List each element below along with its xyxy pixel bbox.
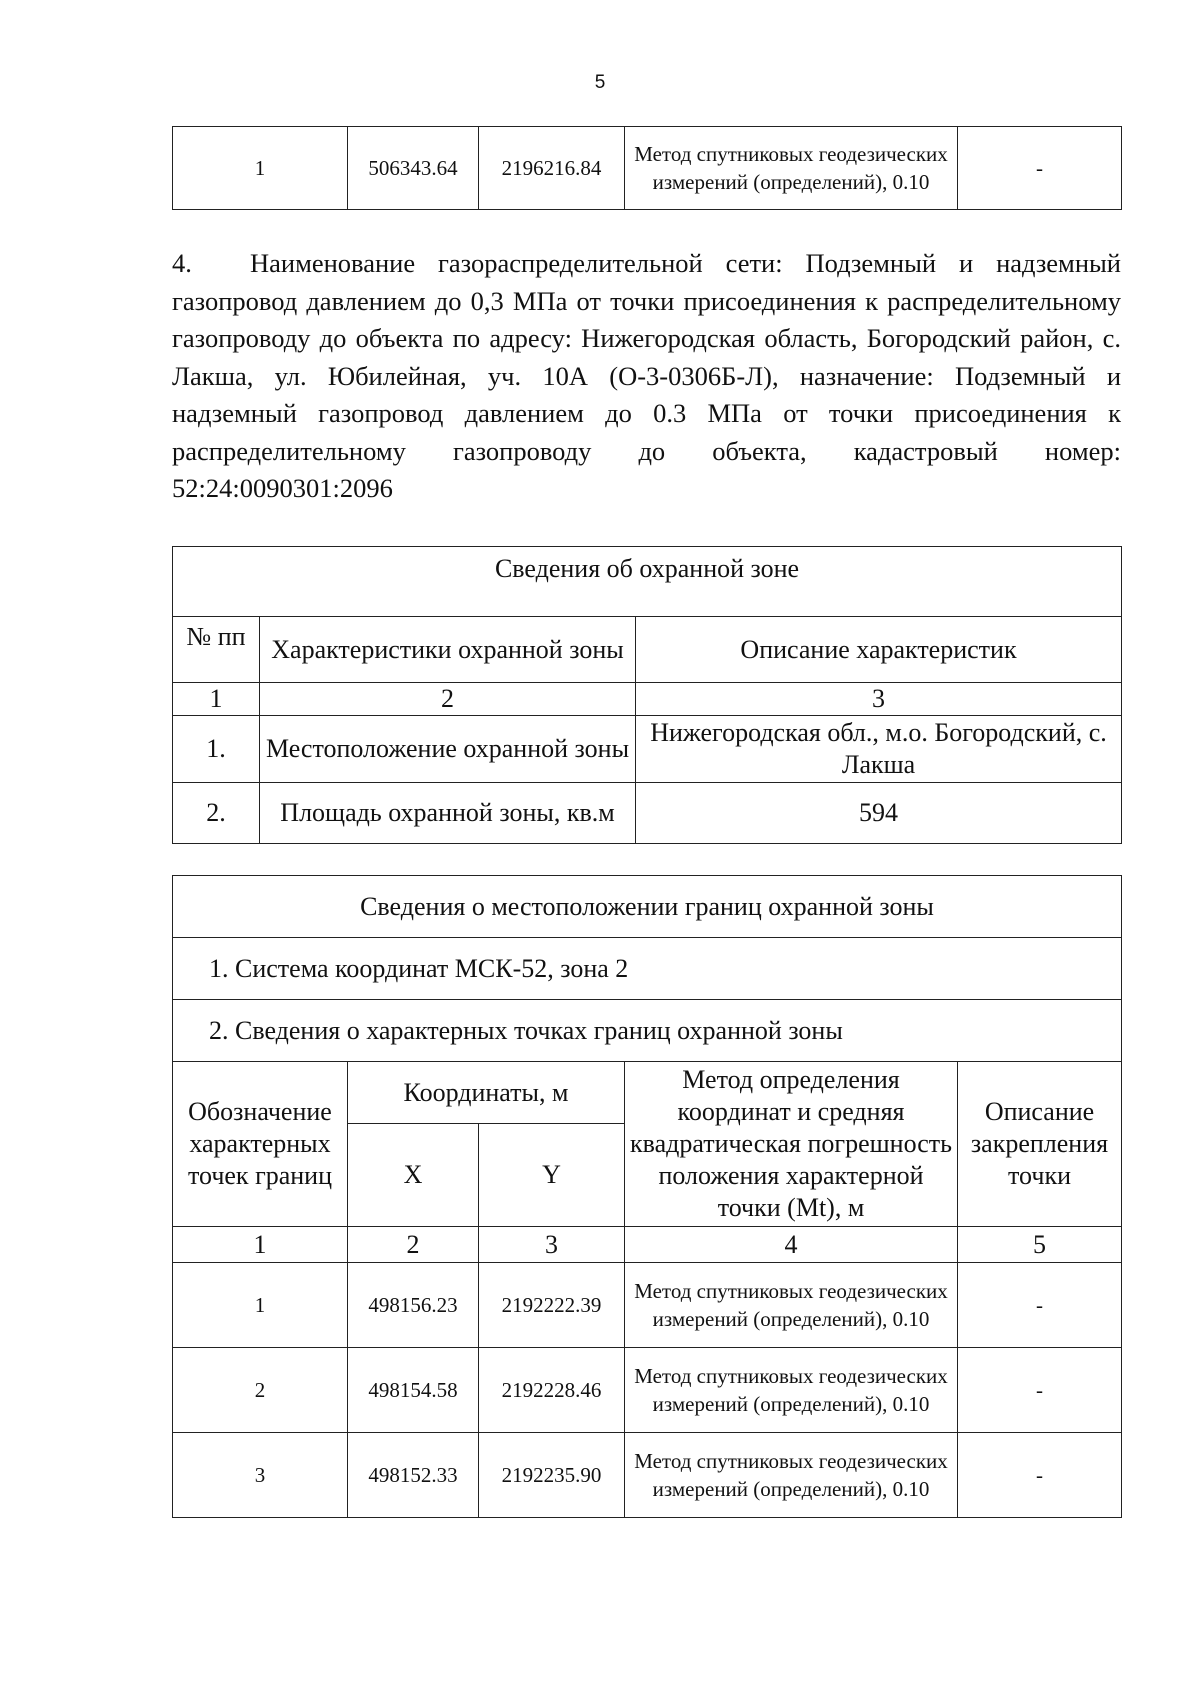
table-header-row: [173, 617, 1122, 683]
header-characteristic: Характеристики охранной зоны: [260, 617, 636, 683]
page-number: 5: [594, 72, 606, 93]
header-designation: Обозначение характерных точек границ: [173, 1062, 348, 1227]
index-cell: 3: [636, 683, 1122, 716]
row-description: 594: [636, 783, 1122, 844]
coord-system: 1. Система координат МСК-52, зона 2: [173, 938, 1122, 1000]
fixation: -: [958, 1433, 1122, 1518]
index-cell: 1: [173, 683, 260, 716]
index-cell: 2: [348, 1227, 479, 1263]
row-characteristic: Площадь охранной зоны, кв.м: [260, 783, 636, 844]
point-number: 3: [173, 1433, 348, 1518]
table-index-row: [173, 1227, 1122, 1263]
row-number: 1.: [173, 716, 260, 783]
coord-x: 506343.64: [348, 127, 479, 210]
table-row: [173, 127, 1122, 210]
continuation-table: [172, 126, 1122, 210]
method: Метод спутниковых геодезических измерений (определений), 0.10: [625, 1348, 958, 1433]
point-number: 2: [173, 1348, 348, 1433]
coord-system-row: [173, 938, 1122, 1000]
paragraph-text: Наименование газораспределительной сети: Подземный и надземный газопровод давлением до 0,3 МПа от точки присоединения к распределительному газопроводу до объекта по адресу: Нижегородская область, Богородский район, с. Лакша, ул. Юбилейная, уч. 10А (О-3-0306Б-Л), назначение: Подземный и надземный газопровод давлением до 0.3 МПа от точки присоединения к распределительному газопроводу до объекта, кадастровый номер: 52:24:0090301:2096: [172, 248, 1121, 503]
header-method: Метод определения координат и средняя квадратическая погрешность положения характерной точки (Mt), м: [625, 1062, 958, 1227]
index-cell: 4: [625, 1227, 958, 1263]
point-number: 1: [173, 1263, 348, 1348]
coord-y: 2196216.84: [479, 127, 625, 210]
point-number: 1: [173, 127, 348, 210]
row-number: 2.: [173, 783, 260, 844]
header-num: № пп: [173, 617, 260, 683]
protection-zone-table: [172, 546, 1122, 844]
table-row: [173, 1433, 1122, 1518]
coord-x: 498154.58: [348, 1348, 479, 1433]
row-description: Нижегородская обл., м.о. Богородский, с. Лакша: [636, 716, 1122, 783]
method: Метод спутниковых геодезических измерений (определений), 0.10: [625, 1433, 958, 1518]
header-fixation: Описание закрепления точки: [958, 1062, 1122, 1227]
method: Метод спутниковых геодезических измерений (определений), 0.10: [625, 1263, 958, 1348]
bounds-table-title: Сведения о местоположении границ охранной зоны: [173, 876, 1122, 938]
table-header-row: [173, 1062, 1122, 1124]
fixation: -: [958, 1263, 1122, 1348]
method: Метод спутниковых геодезических измерений (определений), 0.10: [625, 127, 958, 210]
index-cell: 2: [260, 683, 636, 716]
paragraph-number: 4.: [172, 248, 192, 278]
coord-x: 498152.33: [348, 1433, 479, 1518]
header-y: Y: [479, 1124, 625, 1227]
boundary-points-table: [172, 875, 1122, 1518]
fixation: -: [958, 127, 1122, 210]
table-row: [173, 716, 1122, 783]
points-title-row: [173, 1000, 1122, 1062]
index-cell: 3: [479, 1227, 625, 1263]
points-title: 2. Сведения о характерных точках границ охранной зоны: [173, 1000, 1122, 1062]
coord-x: 498156.23: [348, 1263, 479, 1348]
row-characteristic: Местоположение охранной зоны: [260, 716, 636, 783]
coord-y: 2192235.90: [479, 1433, 625, 1518]
table-row: [173, 783, 1122, 844]
table-index-row: [173, 683, 1122, 716]
fixation: -: [958, 1348, 1122, 1433]
index-cell: 1: [173, 1227, 348, 1263]
table-row: [173, 1348, 1122, 1433]
table-title-row: [173, 876, 1122, 938]
table-row: [173, 1263, 1122, 1348]
coord-y: 2192228.46: [479, 1348, 625, 1433]
gas-network-paragraph: [172, 245, 1121, 508]
header-coords: Координаты, м: [348, 1062, 625, 1124]
zone-table-title: Сведения об охранной зоне: [173, 547, 1122, 617]
coord-y: 2192222.39: [479, 1263, 625, 1348]
index-cell: 5: [958, 1227, 1122, 1263]
header-x: X: [348, 1124, 479, 1227]
header-description: Описание характеристик: [636, 617, 1122, 683]
table-title-row: [173, 547, 1122, 617]
